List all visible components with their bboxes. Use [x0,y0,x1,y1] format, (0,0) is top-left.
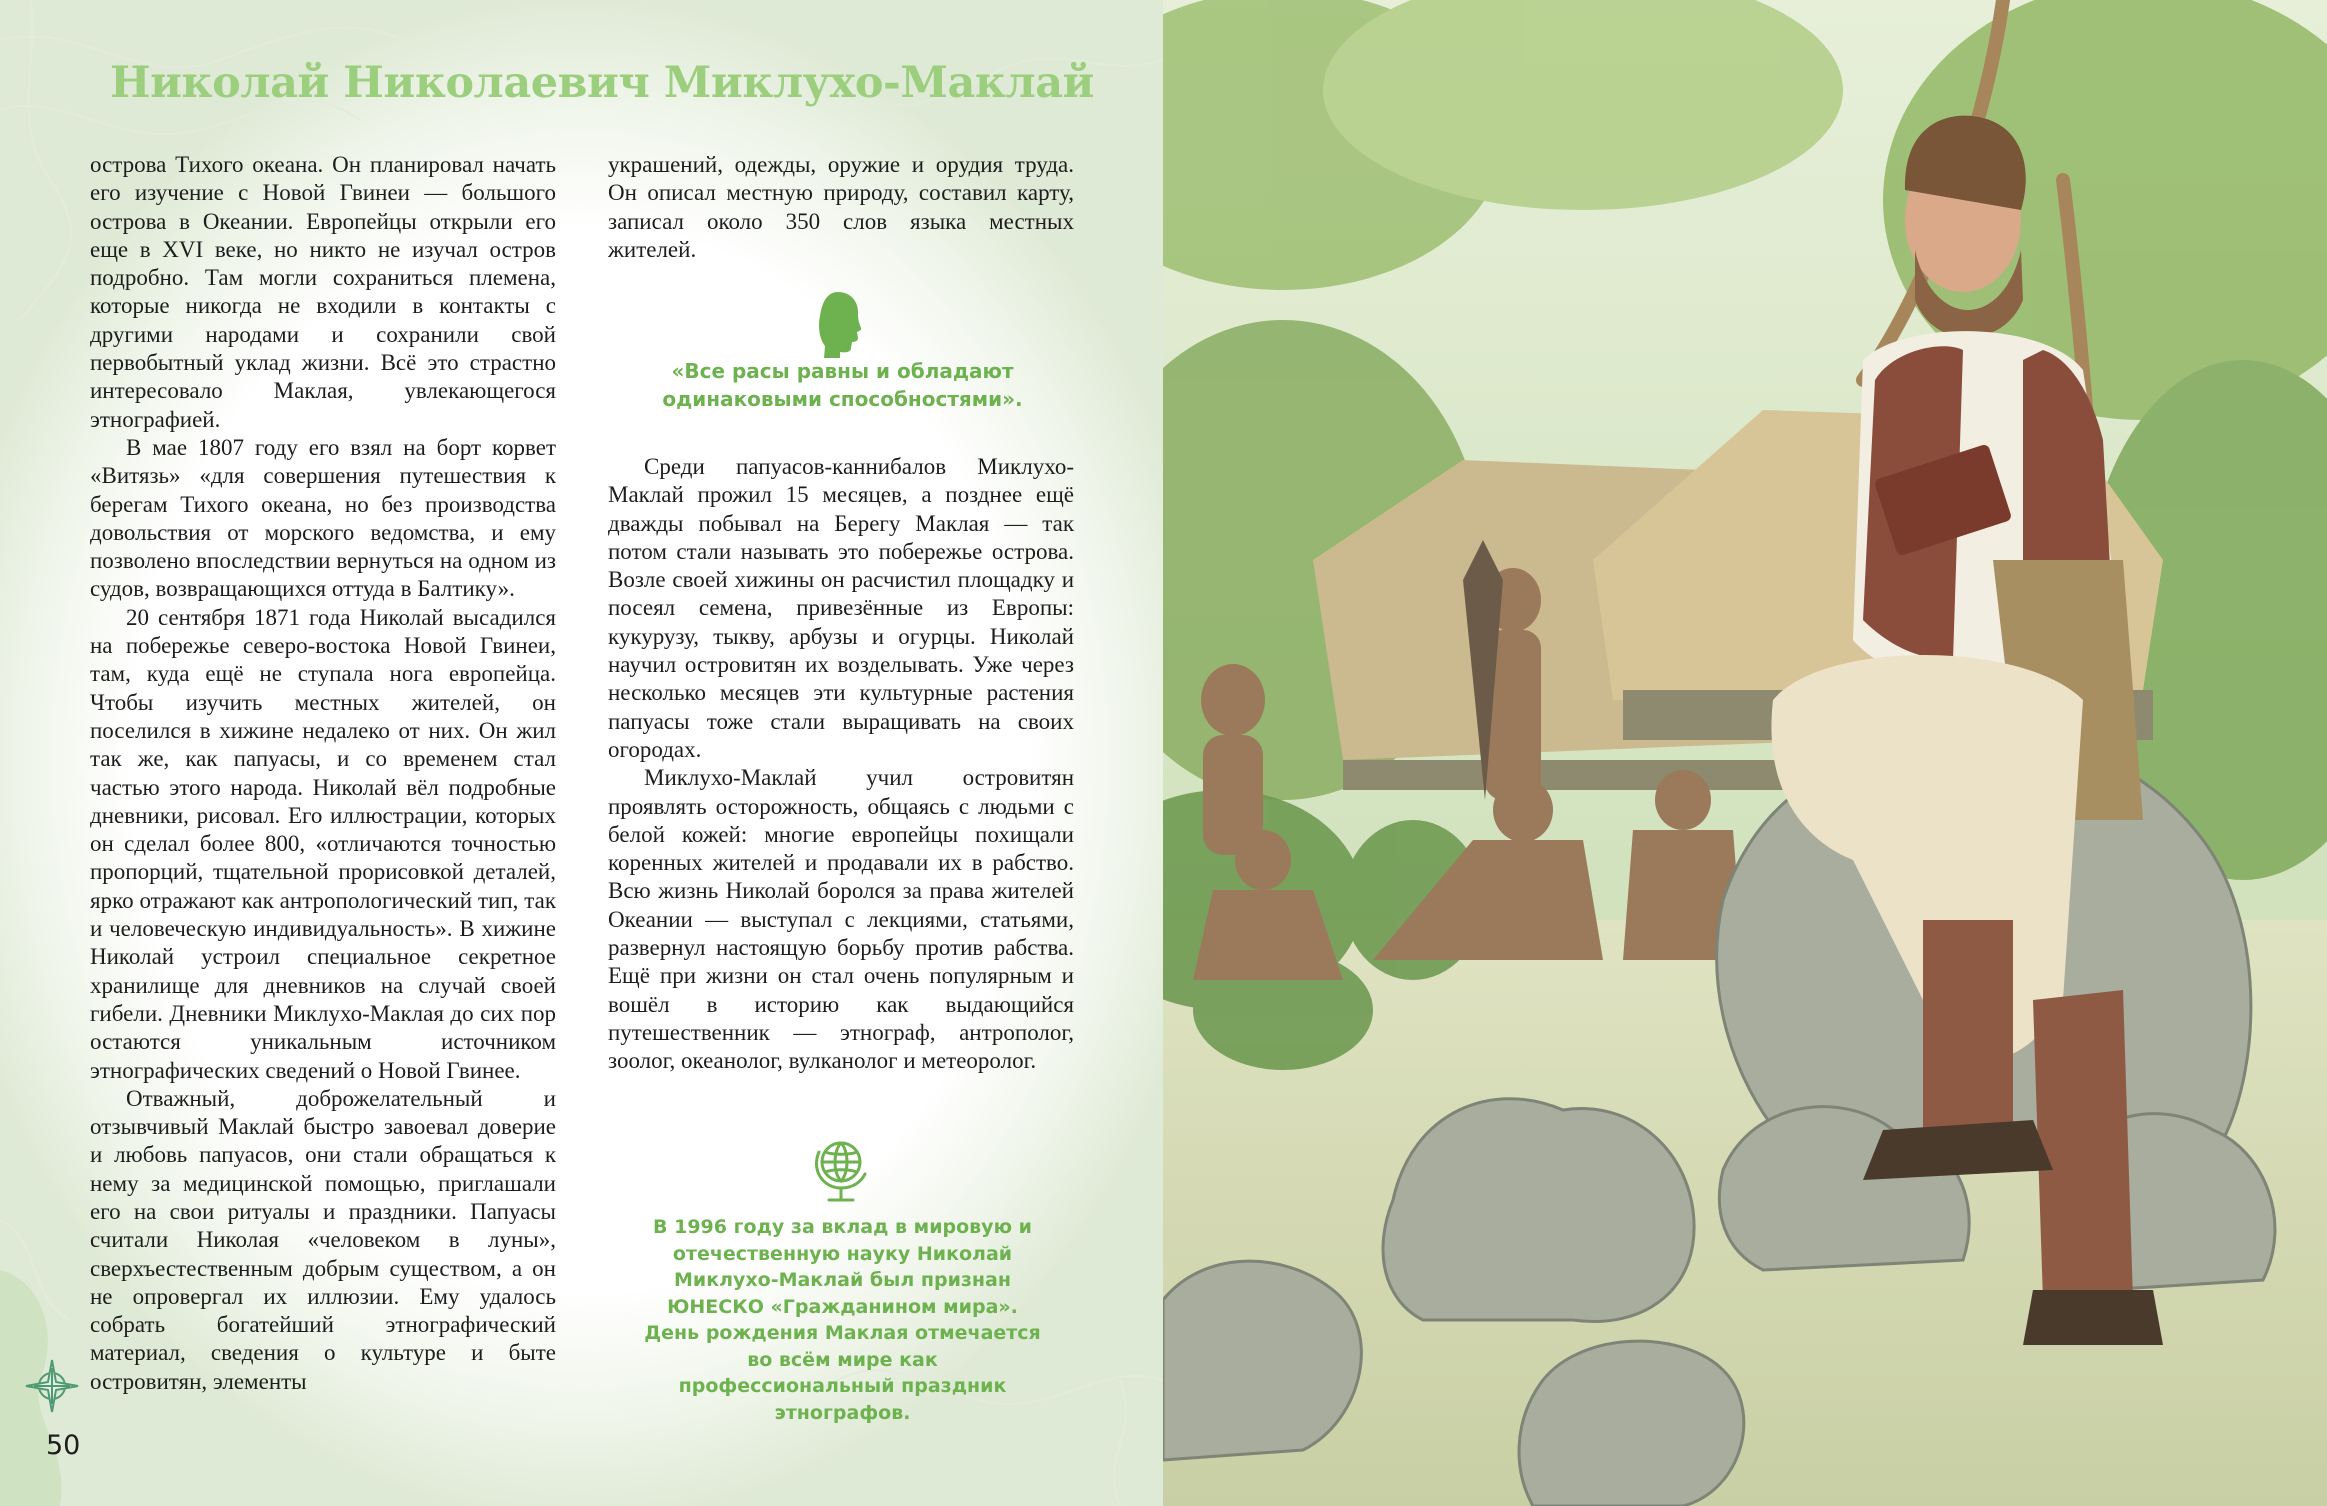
quote-text: «Все расы равны и обладают одинаковыми способностями». [662,359,1023,411]
left-page [0,0,1163,1506]
page-title: Николай Николаевич Миклухо-Маклай [110,58,1094,108]
right-text-column-top [608,151,1074,264]
paragraph: украшений, одежды, оружие и орудия труда. Он описал местную природу, составил карту, записал около 350 слов языка местных жителей. [608,152,1074,262]
page-number: 50 [46,1430,81,1461]
paragraph: острова Тихого океана. Он планировал начать его изучение с Новой Гвинеи — большого острова в Океании. Европейцы открыли его еще в XVI веке, но никто не изучал остров подробно. Там могли сохраниться племена, которые никогда не входили в контакты с другими народами и сохранили свой первобытный уклад жизни. Всё это страстно интересовало Маклая, увлекающегося этнографией. [90,152,556,432]
fact-text: В 1996 году за вклад в мировую и отечественную науку Николай Миклухо-Маклай был признан ЮНЕСКО «Гражданином мира». День рождения Маклая отмечается во всём мире как профессиональный праздник этнографов. [644,1216,1041,1424]
paragraph: 20 сентября 1871 года Николай высадился на побережье северо-востока Новой Гвинеи, там, куда ещё не ступала нога европейца. Чтобы изучить местных жителей, он поселился в хижине недалеко от них. Он жил так же, как папуасы, и со временем стал частью этого народа. Николай вёл подробные дневники, рисовал. Его иллюстрации, которых он сделал более 800, «отличаются точностью пропорций, тщательной прорисовкой деталей, ярко отражают как антропологический тип, так и человеческую индивидуальность». В хижине Николай устроил специальное секретное хранилище для дневников на случай своей гибели. Дневники Миклухо-Маклая до сих пор остаются уникальным источником этнографических сведений о Новой Гвинее. [90,604,556,1083]
left-text-column [90,151,556,1396]
illustration-miklouho-maclay-with-papuans [1163,0,2327,1506]
paragraph: Миклухо-Маклай учил островитян проявлять осторожность, общаясь с людьми с белой кожей: многие европейцы похищали коренных жителей и продавали их в рабство. Всю жизнь Николай боролся за права жителей Океании — выступал с лекциями, статьями, развернул настоящую борьбу против рабства. Ещё при жизни он стал очень популярным и вошёл в историю как выдающийся путешественник — этнограф, антрополог, зоолог, океанолог, вулканолог и метеоролог. [608,765,1074,1074]
paragraph: Среди папуасов-каннибалов Миклухо-Маклай прожил 15 месяцев, а позднее ещё дважды побывал на Берегу Маклая — так потом стали называть это побережье острова. Возле своей хижины он расчистил площадку и посеял семена, привезённые из Европы: кукурузу, тыкву, арбузы и огурцы. Николай научил островитян их возделывать. Уже через несколько месяцев эти культурные растения папуасы тоже стали выращивать на своих огородах. [608,454,1074,762]
silhouette-head-icon [818,290,862,358]
paragraph: Отважный, доброжелательный и отзывчивый Маклай быстро завоевал доверие и любовь папуасов, они стали обращаться к нему за медицинской помощью, приглашали его на свои ритуалы и праздники. Папуасы считали Николая «человеком в луны», сверхъестественным добрым существом, а он не опровергал их иллюзии. Ему удалось собрать богатейший этнографический материал, сведения о культуре и быте островитян, элементы [90,1085,556,1394]
paragraph: В мае 1807 году его взял на борт корвет «Витязь» «для совершения путешествия к берегам Тихого океана, но без производства довольствия от морского ведомства, и ему позволено впоследствии вернуться на одном из судов, возвращающихся оттуда в Балтику». [90,434,556,602]
right-text-column-bottom [608,453,1074,1076]
globe-icon [813,1136,869,1204]
compass-rose-icon [24,1358,80,1414]
